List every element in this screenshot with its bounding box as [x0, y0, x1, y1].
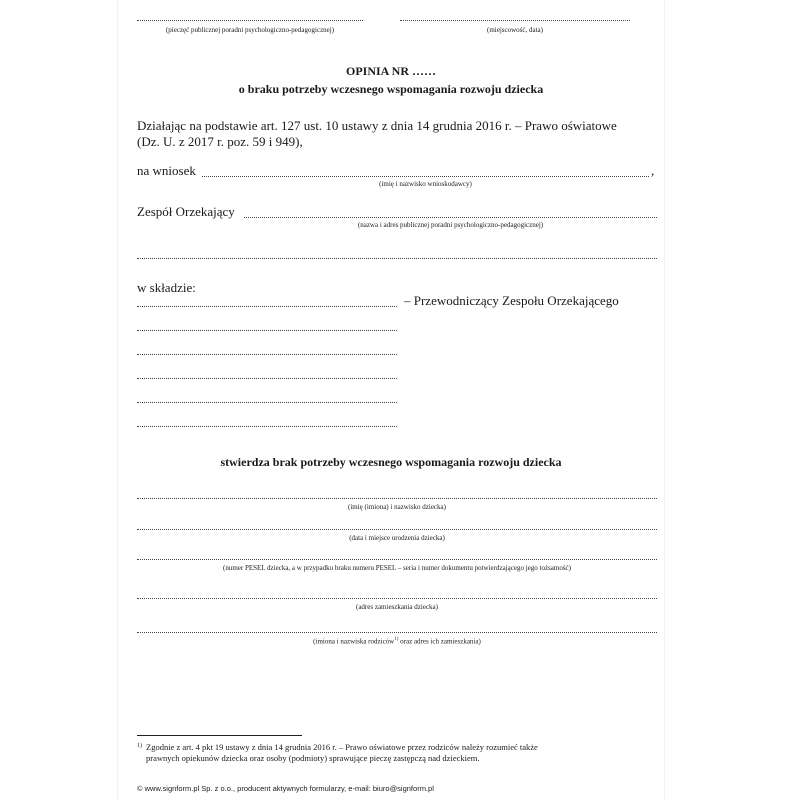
footnote-rule	[137, 735, 302, 736]
member-field-3[interactable]	[137, 378, 397, 379]
place-date-caption: (miejscowość, data)	[487, 26, 543, 34]
member-field-4[interactable]	[137, 402, 397, 403]
stamp-dotted-line	[137, 20, 363, 21]
request-caption: (imię i nazwisko wnioskodawcy)	[379, 180, 472, 188]
footnote-line1: Zgodnie z art. 4 pkt 19 ustawy z dnia 14 grudnia 2016 r. – Prawo oświatowe przez rodziców należy rozumieć także	[146, 742, 538, 752]
footnote-marker	[137, 741, 142, 754]
child-pesel-field[interactable]	[137, 559, 657, 560]
parents-footnote-ref: 1)	[394, 637, 399, 642]
child-address-caption: (adres zamieszkania dziecka)	[355, 603, 438, 611]
parents-caption	[137, 637, 657, 645]
chair-role: – Przewodniczący Zespołu Orzekającego	[404, 293, 619, 308]
footnote-marker-text: 1)	[137, 743, 142, 749]
footer-copyright: © www.signform.pl Sp. z o.o., producent aktywnych formularzy, e-mail: biuro@signform.pl	[137, 784, 434, 793]
composition-label: w składzie:	[137, 280, 196, 295]
member-field-5[interactable]	[137, 426, 397, 427]
team-caption: (nazwa i adres publicznej poradni psychologiczno-pedagogicznej)	[357, 221, 544, 229]
parents-caption-text: (imiona i nazwiska rodziców	[313, 637, 395, 646]
opinion-subject-title: o braku potrzeby wczesnego wspomagania rozwoju dziecka	[238, 82, 544, 96]
parents-field[interactable]	[137, 632, 657, 633]
footnote-line2: prawnych opiekunów dziecka oraz osoby (podmioty) sprawujące pieczę zastępczą nad dzieckiem.	[146, 753, 480, 763]
stamp-caption: (pieczęć publicznej poradni psychologiczno-pedagogicznej)	[165, 26, 335, 34]
legal-basis-line1: Działając na podstawie art. 127 ust. 10 ustawy z dnia 14 grudnia 2016 r. – Prawo oświatowe	[137, 118, 617, 133]
child-birth-caption: (data i miejsce urodzenia dziecka)	[349, 534, 445, 542]
child-address-field[interactable]	[137, 598, 657, 599]
team-field-continued[interactable]	[137, 258, 657, 259]
team-field[interactable]	[244, 217, 657, 218]
member-field-2[interactable]	[137, 354, 397, 355]
opinion-number-title: OPINIA NR ……	[345, 64, 436, 78]
request-label: na wniosek	[137, 163, 196, 178]
chair-field[interactable]	[137, 306, 397, 307]
legal-basis-line2: (Dz. U. z 2017 r. poz. 59 i 949),	[137, 134, 303, 149]
place-date-dotted-line	[400, 20, 630, 21]
child-pesel-caption: (numer PESEL dziecka, a w przypadku braku numeru PESEL – seria i numer dokumentu potwierdzającego jego tożsamość)	[222, 564, 571, 572]
request-trailing-comma: ,	[651, 163, 655, 178]
statement-heading: stwierdza brak potrzeby wczesnego wspomagania rozwoju dziecka	[220, 455, 562, 469]
request-field[interactable]	[202, 176, 649, 177]
member-field-1[interactable]	[137, 330, 397, 331]
parents-caption-tail: oraz adres ich zamieszkania)	[398, 637, 481, 646]
team-label: Zespół Orzekający	[137, 204, 235, 219]
child-name-caption: (imię (imiona) i nazwisko dziecka)	[348, 503, 446, 511]
child-birth-field[interactable]	[137, 529, 657, 530]
child-name-field[interactable]	[137, 498, 657, 499]
